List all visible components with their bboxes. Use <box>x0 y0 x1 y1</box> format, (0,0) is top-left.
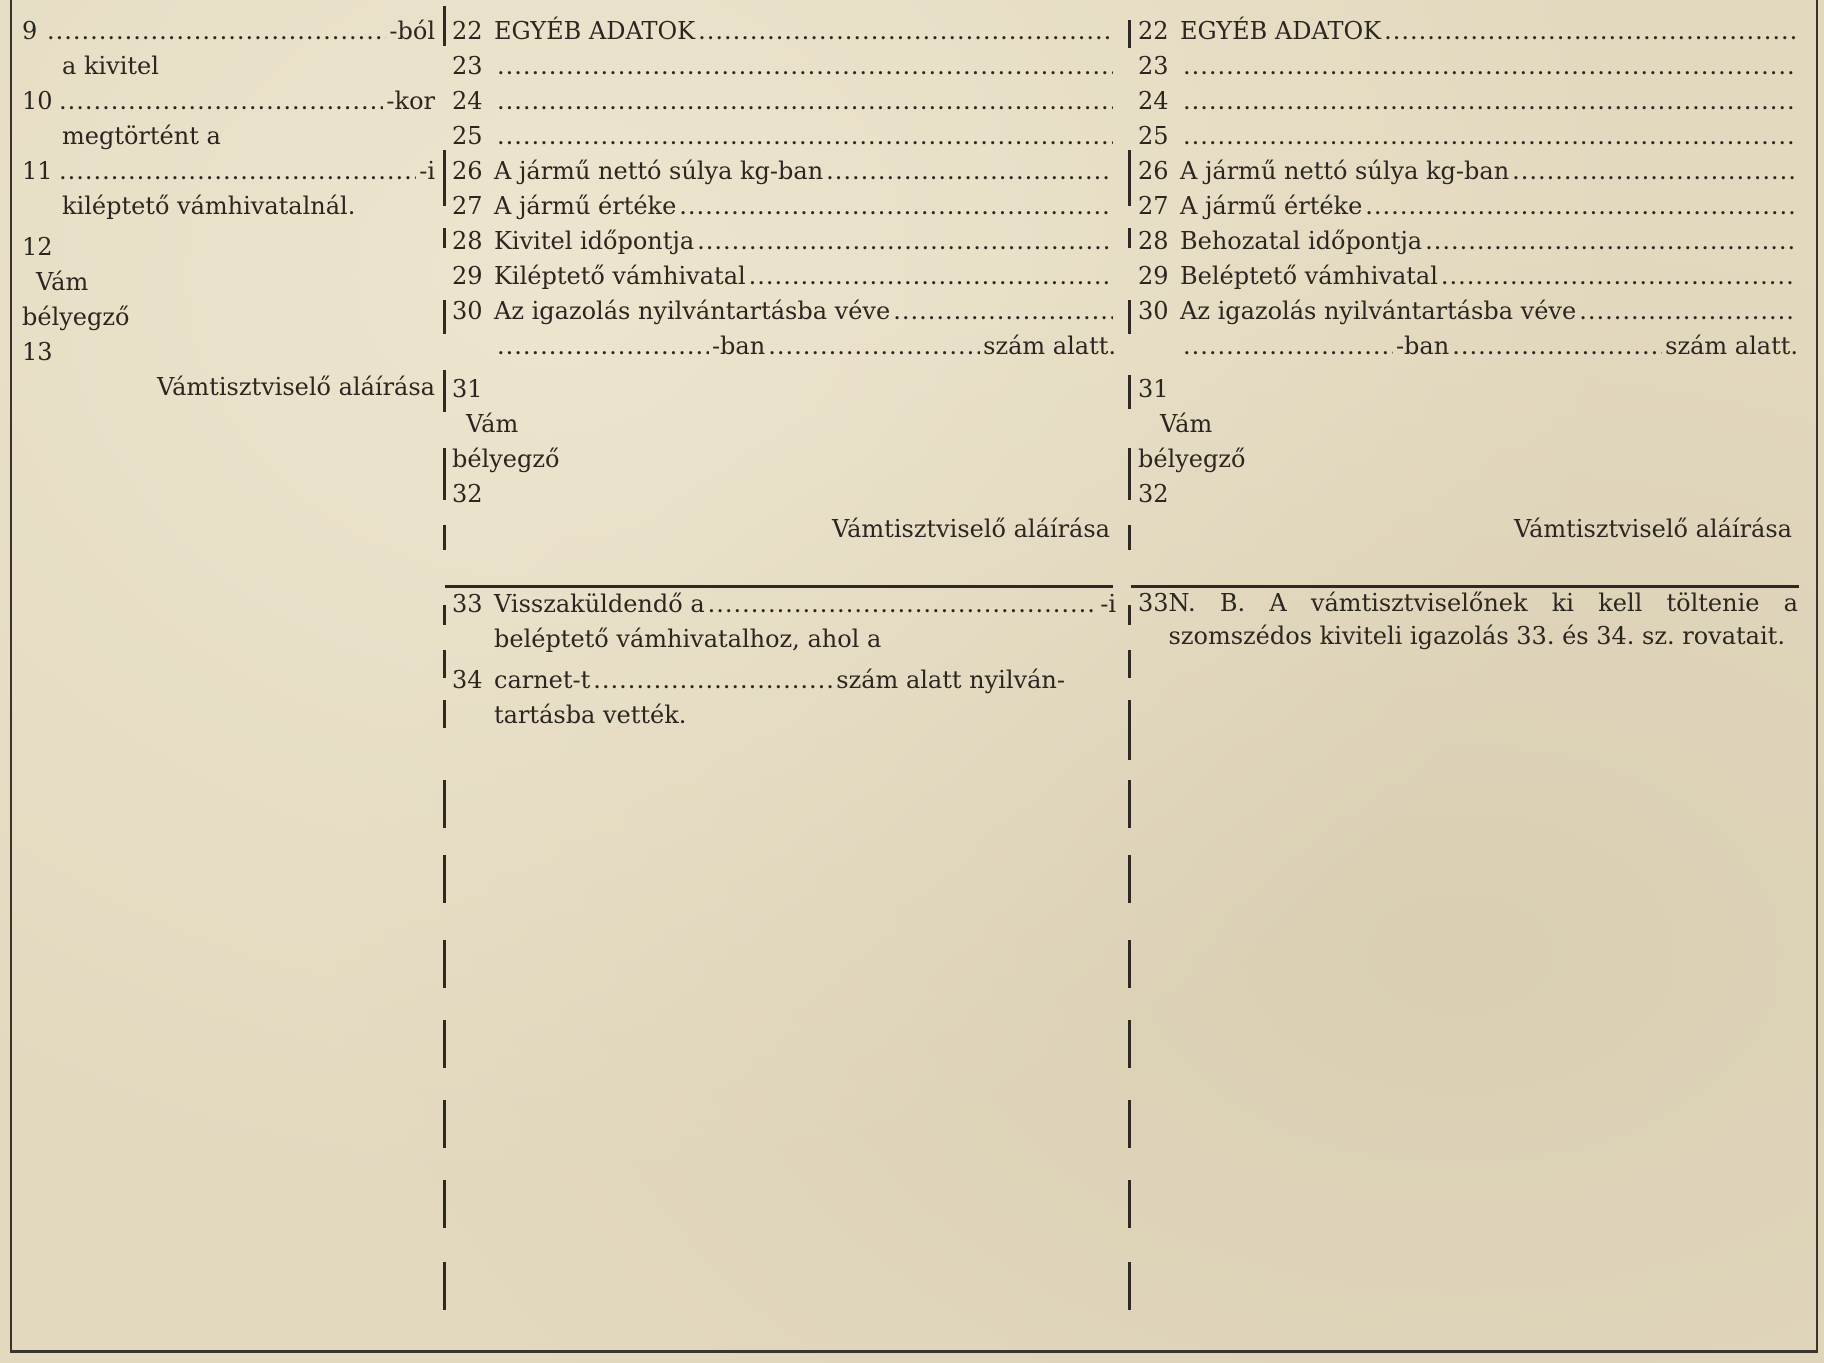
field-number: 28 <box>452 227 483 255</box>
field-suffix: -i <box>1100 590 1116 618</box>
field-number: 28 <box>1138 227 1169 255</box>
field-33-text: Visszaküldendő a <box>494 590 705 618</box>
field-label: Behozatal időpontja <box>1180 227 1423 255</box>
divider-left-segment <box>443 780 446 828</box>
stamp-label: bélyegző <box>1138 445 1246 473</box>
divider-right-segment <box>1128 20 1131 48</box>
field-27 <box>1138 189 1798 224</box>
field-12 <box>22 230 435 265</box>
left-column <box>22 14 435 405</box>
field-34 <box>452 663 1116 698</box>
dotted-leader <box>1183 329 1393 364</box>
field-suffix: -ból <box>389 17 435 45</box>
field-number: 30 <box>1138 297 1169 325</box>
dotted-leader <box>47 14 386 49</box>
divider-left-segment <box>443 448 446 500</box>
field-26 <box>1138 154 1798 189</box>
divider-right-segment <box>1128 1262 1131 1310</box>
divider-right-segment <box>1128 525 1131 550</box>
field-23 <box>452 49 1116 84</box>
field-9-continuation <box>22 49 435 84</box>
field-31 <box>452 372 1116 407</box>
field-32 <box>1138 477 1798 512</box>
stamp-label: bélyegző <box>22 303 130 331</box>
divider-right-segment <box>1128 855 1131 903</box>
divider-left-segment <box>443 1020 446 1068</box>
divider-left-segment <box>443 940 446 988</box>
signature-line <box>22 370 435 405</box>
field-number: 22 <box>452 17 483 45</box>
note-text: N. B. A vámtisztviselőnek ki kell töltenie a szomszédos kiviteli igazolás 33. és 34. sz. rovatait. <box>1168 589 1798 650</box>
field-number: 34 <box>452 666 483 694</box>
divider-left-segment <box>443 650 446 678</box>
divider-left-segment <box>443 605 446 625</box>
field-number: 33 <box>1138 589 1169 617</box>
field-number: 27 <box>452 192 483 220</box>
dotted-leader <box>1384 14 1795 49</box>
dotted-leader <box>708 587 1098 622</box>
field-10-text: megtörtént a <box>62 122 221 150</box>
dotted-leader <box>1183 84 1795 119</box>
field-number: 31 <box>1138 375 1169 403</box>
field-label: A jármű nettó súlya kg-ban <box>494 157 824 185</box>
divider-right-segment <box>1128 300 1131 334</box>
field-9 <box>22 14 435 49</box>
frame-bottom-border <box>10 1350 1818 1353</box>
field-number: 24 <box>1138 87 1169 115</box>
divider-right-segment <box>1128 375 1131 409</box>
dotted-leader <box>59 154 416 189</box>
field-22 <box>452 14 1116 49</box>
field-27 <box>452 189 1116 224</box>
divider-right-segment <box>1128 605 1131 625</box>
field-34-text-2: tartásba vették. <box>494 701 687 729</box>
field-28 <box>1138 224 1798 259</box>
field-number: 29 <box>452 262 483 290</box>
divider-left-segment <box>443 300 446 334</box>
field-31 <box>1138 372 1798 407</box>
field-label: A jármű értéke <box>494 192 677 220</box>
field-number: 25 <box>1138 122 1169 150</box>
divider-left-segment <box>443 1180 446 1228</box>
dotted-leader <box>593 663 833 698</box>
field-10-continuation <box>22 119 435 154</box>
field-11-continuation <box>22 189 435 224</box>
field-33-note <box>1138 587 1798 653</box>
field-number: 26 <box>452 157 483 185</box>
signature-line <box>1138 512 1798 547</box>
divider-right-segment <box>1128 650 1131 678</box>
field-number: 11 <box>22 157 53 185</box>
field-number: 27 <box>1138 192 1169 220</box>
divider-right-segment <box>1128 1020 1131 1068</box>
divider-left-segment <box>443 855 446 903</box>
dotted-leader <box>749 259 1113 294</box>
dotted-leader <box>59 84 383 119</box>
dotted-leader <box>497 329 709 364</box>
field-30-szam-alatt: szám alatt. <box>1665 332 1798 360</box>
field-13 <box>22 335 435 370</box>
divider-right-segment <box>1128 780 1131 828</box>
field-number: 32 <box>452 480 483 508</box>
dotted-leader <box>1579 294 1795 329</box>
signature-label: Vámtisztviselő aláírása <box>1513 515 1792 543</box>
field-33 <box>452 587 1116 622</box>
field-30-continuation <box>452 329 1116 364</box>
divider-right-segment <box>1128 940 1131 988</box>
stamp-label-line1 <box>22 265 435 300</box>
signature-label: Vámtisztviselő aláírása <box>831 515 1110 543</box>
stamp-label-line1 <box>1138 407 1798 442</box>
stamp-label-line1 <box>452 407 1116 442</box>
divider-left-segment <box>443 150 446 206</box>
right-column <box>1138 14 1798 653</box>
dotted-leader <box>1452 329 1662 364</box>
dotted-leader <box>1512 154 1795 189</box>
divider-left-segment <box>443 370 446 412</box>
stamp-label: Vám <box>466 410 519 438</box>
field-label: Az igazolás nyilvántartásba véve <box>1180 297 1577 325</box>
field-25 <box>1138 119 1798 154</box>
field-29 <box>452 259 1116 294</box>
stamp-label-line2 <box>452 442 1116 477</box>
dotted-leader <box>893 294 1113 329</box>
frame-left-border <box>10 0 12 1352</box>
field-number: 33 <box>452 590 483 618</box>
field-30-ban: -ban <box>1395 332 1450 360</box>
field-number: 12 <box>22 233 53 261</box>
frame-right-border <box>1816 0 1818 1352</box>
field-label: A jármű nettó súlya kg-ban <box>1180 157 1510 185</box>
dotted-leader <box>698 14 1113 49</box>
divider-left-segment <box>443 1262 446 1310</box>
divider-right-segment <box>1128 228 1131 248</box>
field-number: 10 <box>22 87 53 115</box>
dotted-leader <box>768 329 980 364</box>
dotted-leader <box>679 189 1113 224</box>
dotted-leader <box>497 119 1113 154</box>
field-24 <box>452 84 1116 119</box>
field-34-continuation <box>452 698 1116 733</box>
field-28 <box>452 224 1116 259</box>
divider-right-segment <box>1128 150 1131 206</box>
field-suffix: -kor <box>386 87 435 115</box>
middle-column <box>452 14 1116 733</box>
field-23 <box>1138 49 1798 84</box>
field-33-text-2: beléptető vámhivatalhoz, ahol a <box>494 625 882 653</box>
dotted-leader <box>1183 49 1795 84</box>
field-number: 29 <box>1138 262 1169 290</box>
divider-right-segment <box>1128 700 1131 760</box>
field-label: A jármű értéke <box>1180 192 1363 220</box>
field-30 <box>452 294 1116 329</box>
field-11-text: kiléptető vámhivatalnál. <box>62 192 356 220</box>
field-30-szam-alatt: szám alatt. <box>983 332 1116 360</box>
divider-left-segment <box>443 525 446 550</box>
field-34-tail: szám alatt nyilván- <box>836 666 1065 694</box>
field-number: 25 <box>452 122 483 150</box>
field-number: 24 <box>452 87 483 115</box>
dotted-leader <box>497 49 1113 84</box>
field-number: 26 <box>1138 157 1169 185</box>
stamp-label-line2 <box>22 300 435 335</box>
dotted-leader <box>1425 224 1795 259</box>
field-label: EGYÉB ADATOK <box>494 17 696 45</box>
field-number: 23 <box>452 52 483 80</box>
field-30-continuation <box>1138 329 1798 364</box>
field-22 <box>1138 14 1798 49</box>
field-24 <box>1138 84 1798 119</box>
field-number: 32 <box>1138 480 1169 508</box>
stamp-label: Vám <box>36 268 89 296</box>
dotted-leader <box>826 154 1113 189</box>
field-number: 22 <box>1138 17 1169 45</box>
divider-left-segment <box>443 1100 446 1148</box>
field-26 <box>452 154 1116 189</box>
field-suffix: -i <box>419 157 435 185</box>
divider-left-segment <box>443 700 446 728</box>
divider-right-segment <box>1128 448 1131 500</box>
signature-label: Vámtisztviselő aláírása <box>156 373 435 401</box>
field-label: Kivitel időpontja <box>494 227 695 255</box>
stamp-label: Vám <box>1160 410 1213 438</box>
field-number: 13 <box>22 338 53 366</box>
signature-line <box>452 512 1116 547</box>
field-29 <box>1138 259 1798 294</box>
field-10 <box>22 84 435 119</box>
field-number: 30 <box>452 297 483 325</box>
field-number: 31 <box>452 375 483 403</box>
field-11 <box>22 154 435 189</box>
field-32 <box>452 477 1116 512</box>
field-30-ban: -ban <box>711 332 766 360</box>
field-33-continuation <box>452 622 1116 657</box>
stamp-label-line2 <box>1138 442 1798 477</box>
stamp-label: bélyegző <box>452 445 560 473</box>
dotted-leader <box>697 224 1113 259</box>
field-9-text: a kivitel <box>62 52 159 80</box>
field-number: 23 <box>1138 52 1169 80</box>
divider-left-segment <box>443 6 446 46</box>
dotted-leader <box>1441 259 1795 294</box>
divider-right-segment <box>1128 1100 1131 1148</box>
field-label: Kiléptető vámhivatal <box>494 262 746 290</box>
divider-left-segment <box>443 228 446 248</box>
field-label: Beléptető vámhivatal <box>1180 262 1438 290</box>
field-34-text: carnet-t <box>494 666 591 694</box>
field-25 <box>452 119 1116 154</box>
field-number: 9 <box>22 17 38 45</box>
dotted-leader <box>1365 189 1795 224</box>
dotted-leader <box>497 84 1113 119</box>
field-30 <box>1138 294 1798 329</box>
field-label: EGYÉB ADATOK <box>1180 17 1382 45</box>
field-label: Az igazolás nyilvántartásba véve <box>494 297 891 325</box>
divider-right-segment <box>1128 1180 1131 1228</box>
dotted-leader <box>1183 119 1795 154</box>
